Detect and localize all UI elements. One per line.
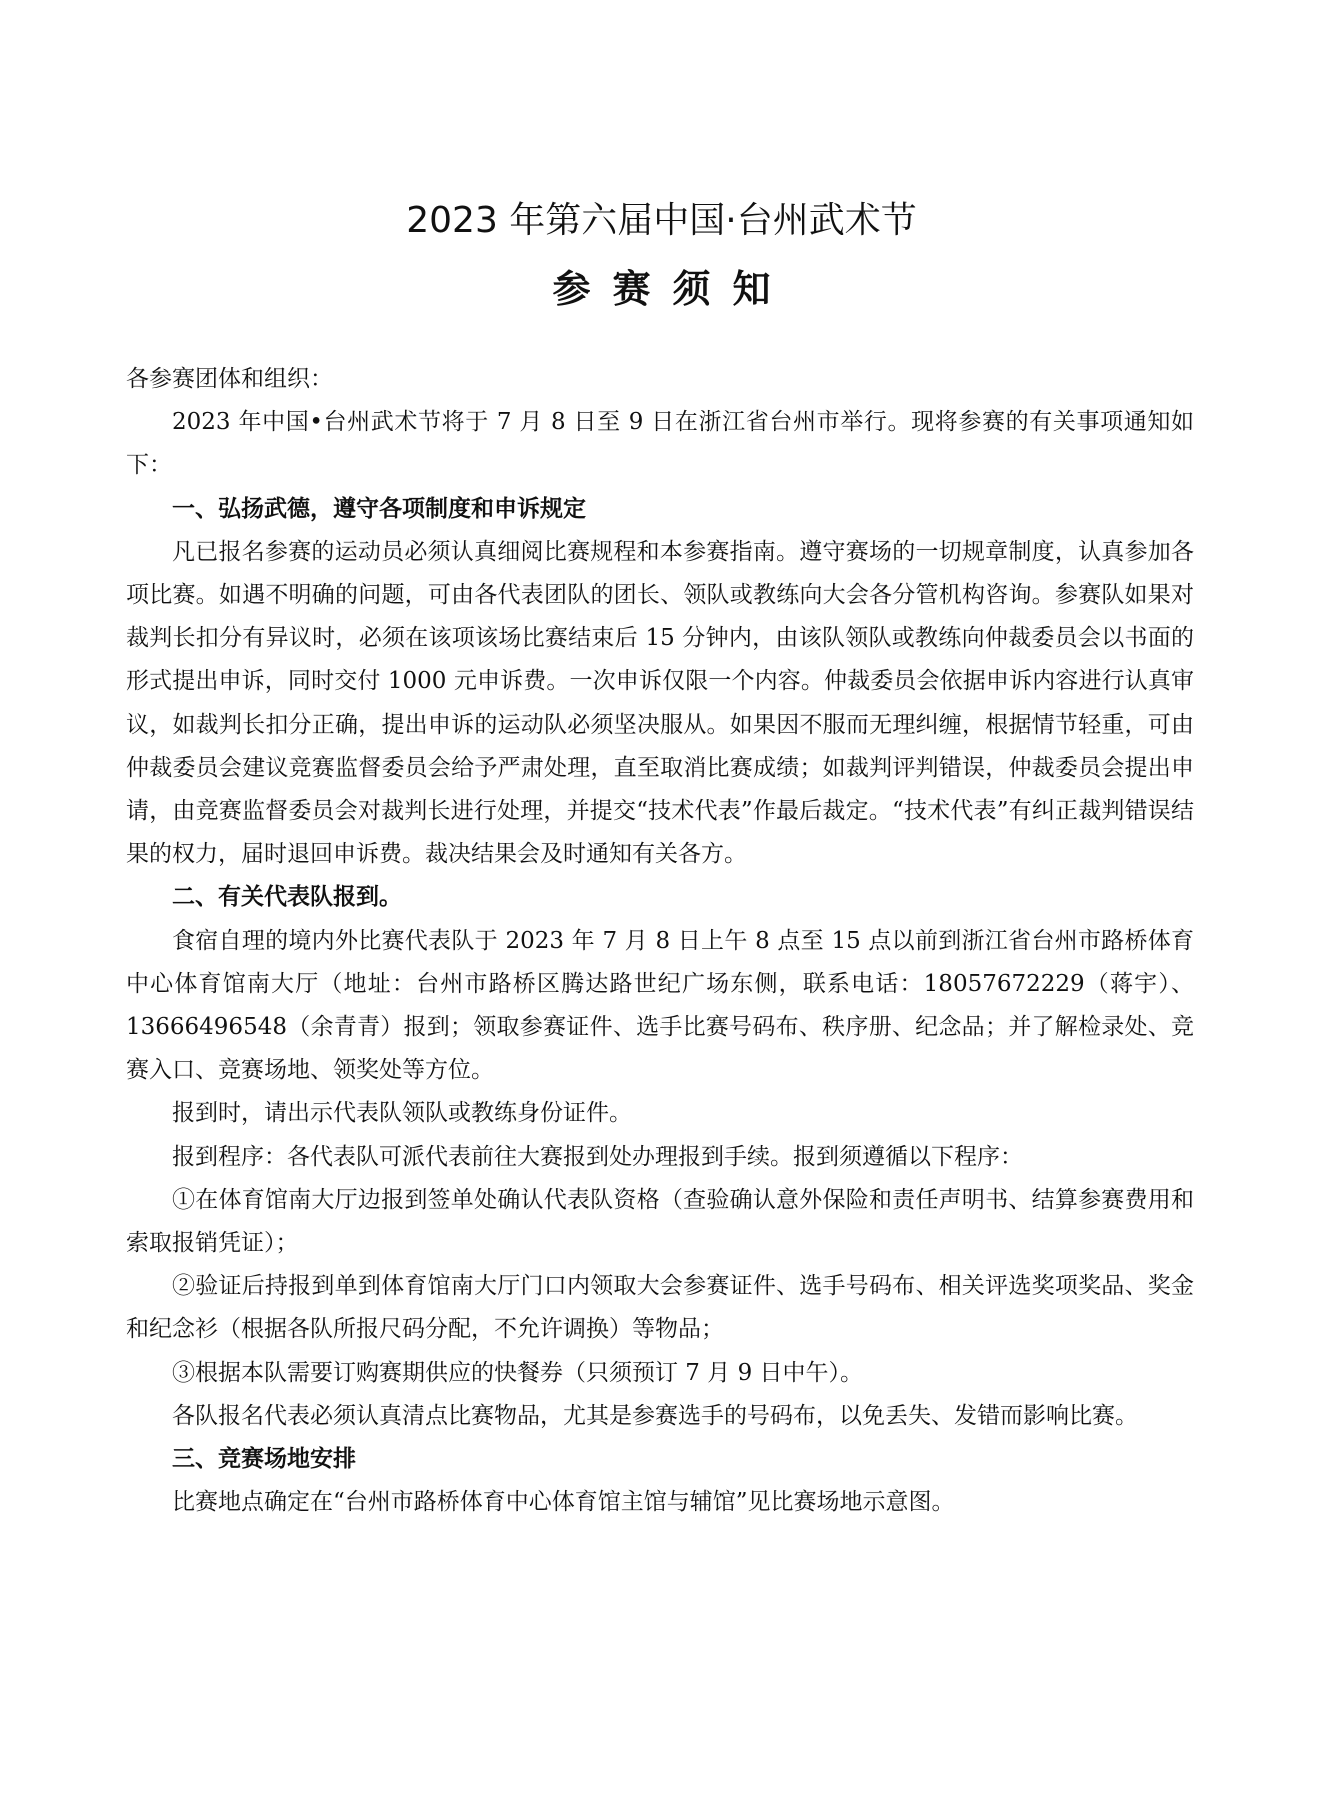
intro-paragraph: 2023 年中国•台州武术节将于 7 月 8 日至 9 日在浙江省台州市举行。现将参赛的有关事项通知如下： (126, 409, 1194, 479)
section3-paragraph: 比赛地点确定在“台州市路桥体育中心体育馆主馆与辅馆”见比赛场地示意图。 (172, 1489, 955, 1516)
document-subtitle: 参赛须知 (552, 267, 793, 311)
section2-paragraph-checkin: 食宿自理的境内外比赛代表队于 2023 年 7 月 8 日上午 8 点至 15 点以前到浙江省台州市路桥体育中心体育馆南大厅（地址：台州市路桥区腾达路世纪广场东侧，联系电话：18057672229（蒋宇）、13666496548（余青青）报到；领取参赛证件、选手比赛号码布、秩序册、纪念品；并了解检录处、竞赛入口、竞赛场地、领奖处等方位。 (126, 927, 1194, 1084)
section3-heading: 三、竞赛场地安排 (172, 1446, 356, 1473)
section2-step-1: ①在体育馆南大厅边报到签单处确认代表队资格（查验确认意外保险和责任声明书、结算参赛费用和索取报销凭证）； (126, 1186, 1194, 1257)
section2-paragraph-procedure: 报到程序：各代表队可派代表前往大赛报到处办理报到手续。报到须遵循以下程序： (172, 1143, 1023, 1170)
section2-paragraph-id: 报到时，请出示代表队领队或教练身份证件。 (172, 1100, 632, 1127)
section2-step-2: ②验证后持报到单到体育馆南大厅门口内领取大会参赛证件、选手号码布、相关评选奖项奖品、奖金和纪念衫（根据各队所报尺码分配，不允许调换）等物品； (126, 1273, 1194, 1343)
document-body (126, 358, 1194, 1524)
section2-step-3: ③根据本队需要订购赛期供应的快餐券（只须预订 7 月 9 日中午）。 (172, 1359, 864, 1386)
section1-heading: 一、弘扬武德，遵守各项制度和申诉规定 (172, 495, 586, 522)
section2-paragraph-items: 各队报名代表必须认真清点比赛物品，尤其是参赛选手的号码布，以免丢失、发错而影响比赛。 (172, 1402, 1138, 1429)
section1-paragraph: 凡已报名参赛的运动员必须认真细阅比赛规程和本参赛指南。遵守赛场的一切规章制度，认真参加各项比赛。如遇不明确的问题，可由各代表团队的团长、领队或教练向大会各分管机构咨询。参赛队如果对裁判长扣分有异议时，必须在该项该场比赛结束后 15 分钟内，由该队领队或教练向仲裁委员会以书面的形式提出申诉，同时交付 1000 元申诉费。一次申诉仅限一个内容。仲裁委员会依据申诉内容进行认真审议，如裁判长扣分正确，提出申诉的运动队必须坚决服从。如果因不服而无理纠缠，根据情节轻重，可由仲裁委员会建议竞赛监督委员会给予严肃处理，直至取消比赛成绩；如裁判评判错误，仲裁委员会提出申请，由竞赛监督委员会对裁判长进行处理，并提交“技术代表”作最后裁定。“技术代表”有纠正裁判错误结果的权力，届时退回申诉费。裁决结果会及时通知有关各方。 (126, 538, 1194, 868)
section2-heading: 二、有关代表队报到。 (172, 884, 402, 911)
document-title: 2023 年第六届中国·台州武术节 (406, 200, 917, 241)
salutation: 各参赛团体和组织： (126, 366, 333, 392)
